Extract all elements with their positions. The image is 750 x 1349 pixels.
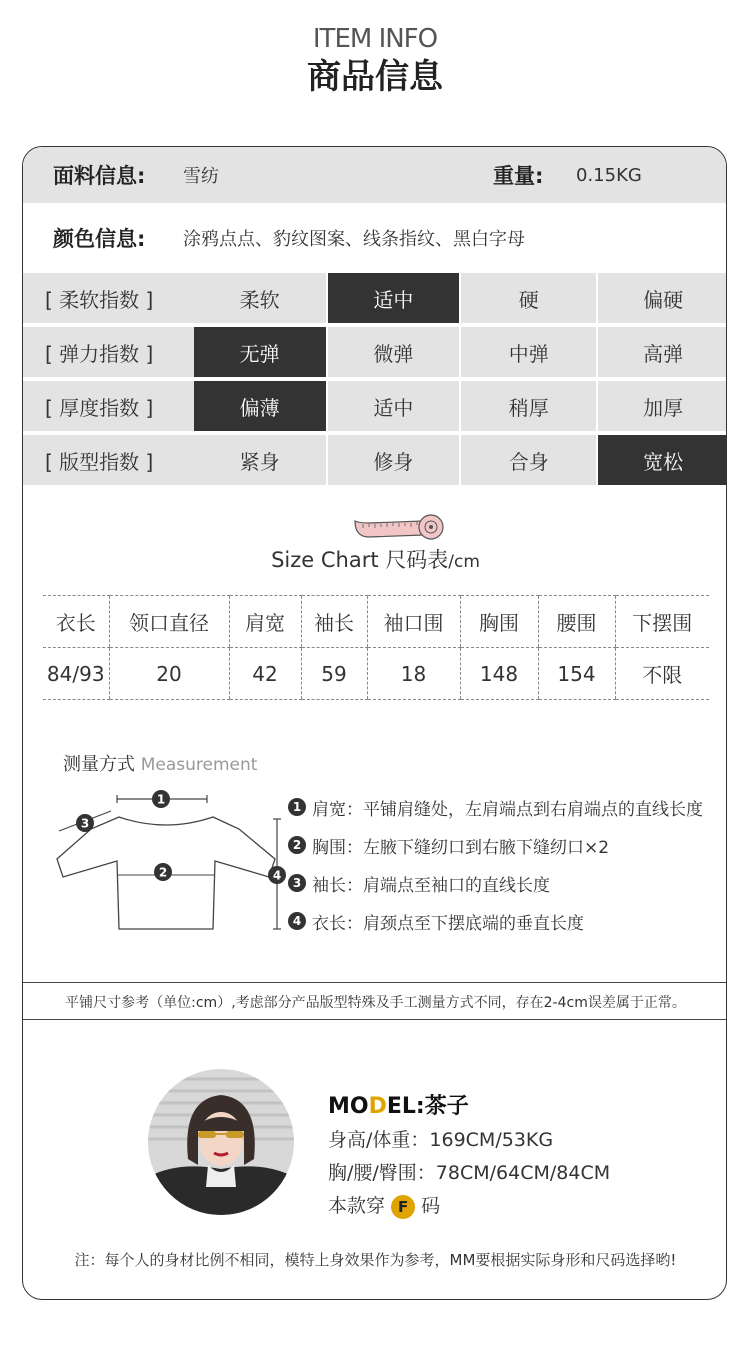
size-badge: F: [391, 1195, 415, 1219]
model-height-weight: 身高/体重：169CM/53KG: [328, 1129, 554, 1151]
section-header: [0, 22, 750, 98]
garment-diagram: [51, 785, 291, 937]
header-cell: 领口直径: [109, 596, 229, 648]
value-cell: 154: [538, 648, 615, 700]
measurement-item: [288, 826, 703, 864]
fabric-value: 雪纺: [183, 166, 219, 187]
index-option-selected: 适中: [328, 273, 460, 323]
model-info: [328, 1089, 610, 1224]
model-name-value: 茶子: [424, 1094, 469, 1119]
index-option: 偏硬: [598, 273, 727, 323]
weight-value: 0.15KG: [576, 164, 642, 186]
color-label: 颜色信息:: [53, 227, 146, 251]
measurement-text: 袖长：肩端点至袖口的直线长度: [312, 875, 550, 896]
header-cell: 腰围: [538, 596, 615, 648]
svg-text:4: 4: [272, 868, 282, 883]
index-row: [23, 327, 727, 377]
index-option: 稍厚: [461, 381, 596, 431]
index-row: [23, 435, 727, 485]
divider: [23, 982, 727, 983]
product-info-card: [22, 146, 727, 1300]
index-label: [ 弹力指数 ]: [23, 327, 194, 377]
measurement-text: 胸围：左腋下缝纫口到右腋下缝纫口×2: [312, 837, 610, 858]
size-table-header: [43, 596, 709, 648]
size-chart-title-en: Size Chart: [271, 548, 379, 572]
size-table-row: [43, 648, 709, 700]
model-size-post: 码: [421, 1195, 441, 1217]
index-option-selected: 无弹: [194, 327, 326, 377]
header-cell: 袖口围: [367, 596, 460, 648]
measurement-title: [63, 750, 257, 776]
header-cell: 胸围: [460, 596, 538, 648]
number-badge: 3: [288, 874, 306, 892]
measurement-title-en: Measurement: [140, 755, 258, 775]
header-cell: 肩宽: [229, 596, 301, 648]
value-cell: 42: [229, 648, 301, 700]
index-label: [ 版型指数 ]: [23, 435, 194, 485]
model-name: [328, 1089, 610, 1125]
header-cell: 衣长: [43, 596, 109, 648]
header-cell: 下摆围: [615, 596, 709, 648]
color-row: [23, 210, 727, 266]
size-chart-title-cn: 尺码表: [385, 548, 449, 572]
value-cell: 不限: [615, 648, 709, 700]
size-table: [43, 595, 709, 700]
index-option: 适中: [328, 381, 460, 431]
header-cell: 袖长: [301, 596, 367, 648]
index-option: 加厚: [598, 381, 727, 431]
index-row: [23, 273, 727, 323]
model-label-highlight: D: [368, 1094, 387, 1119]
value-cell: 18: [367, 648, 460, 700]
index-option: 硬: [461, 273, 596, 323]
value-cell: 59: [301, 648, 367, 700]
footer-note: 注：每个人的身材比例不相同，模特上身效果作为参考，MM要根据实际身形和尺码选择哟!: [74, 1251, 677, 1269]
index-row: [23, 381, 727, 431]
model-label-part: EL:: [386, 1094, 425, 1119]
measurement-text: 衣长：肩颈点至下摆底端的垂直长度: [312, 913, 584, 934]
index-option: 微弹: [328, 327, 460, 377]
weight-label: 重量:: [493, 164, 544, 188]
model-size: [328, 1191, 610, 1224]
measurement-item: [288, 864, 703, 902]
index-option-selected: 偏薄: [194, 381, 326, 431]
color-value: 涂鸦点点、豹纹图案、线条指纹、黑白字母: [183, 229, 525, 250]
model-size-pre: 本款穿: [328, 1195, 386, 1217]
svg-text:3: 3: [80, 816, 90, 831]
index-option: 合身: [461, 435, 596, 485]
svg-text:2: 2: [158, 865, 168, 880]
number-badge: 4: [288, 912, 306, 930]
svg-text:1: 1: [156, 792, 166, 807]
index-label: [ 厚度指数 ]: [23, 381, 194, 431]
fabric-label: 面料信息:: [53, 164, 146, 188]
divider: [23, 1019, 727, 1020]
measurement-list: [288, 788, 703, 940]
model-label-part: MO: [328, 1094, 369, 1119]
index-option: 中弹: [461, 327, 596, 377]
number-badge: 1: [288, 798, 306, 816]
size-chart-title: [23, 544, 727, 574]
header-cn: 商品信息: [307, 57, 443, 97]
value-cell: 20: [109, 648, 229, 700]
header-en: ITEM INFO: [312, 24, 438, 54]
size-chart-unit: /cm: [448, 552, 480, 572]
measurement-item: [288, 902, 703, 940]
index-option: 高弹: [598, 327, 727, 377]
index-option-selected: 宽松: [598, 435, 727, 485]
model-bwh: 胸/腰/臀围：78CM/64CM/84CM: [328, 1162, 611, 1184]
measurement-note: 平铺尺寸参考（单位:cm）,考虑部分产品版型特殊及手工测量方式不同，存在2-4cm误差属于正常。: [65, 995, 686, 1011]
fabric-row: [23, 147, 727, 203]
value-cell: 84/93: [43, 648, 109, 700]
index-option: 柔软: [194, 273, 326, 323]
value-cell: 148: [460, 648, 538, 700]
index-option: 修身: [328, 435, 460, 485]
measurement-title-cn: 测量方式: [63, 754, 135, 775]
number-badge: 2: [288, 836, 306, 854]
measurement-item: [288, 788, 703, 826]
measurement-text: 肩宽：平铺肩缝处，左肩端点到右肩端点的直线长度: [312, 799, 703, 820]
index-option: 紧身: [194, 435, 326, 485]
model-avatar: [148, 1069, 294, 1215]
index-label: [ 柔软指数 ]: [23, 273, 194, 323]
